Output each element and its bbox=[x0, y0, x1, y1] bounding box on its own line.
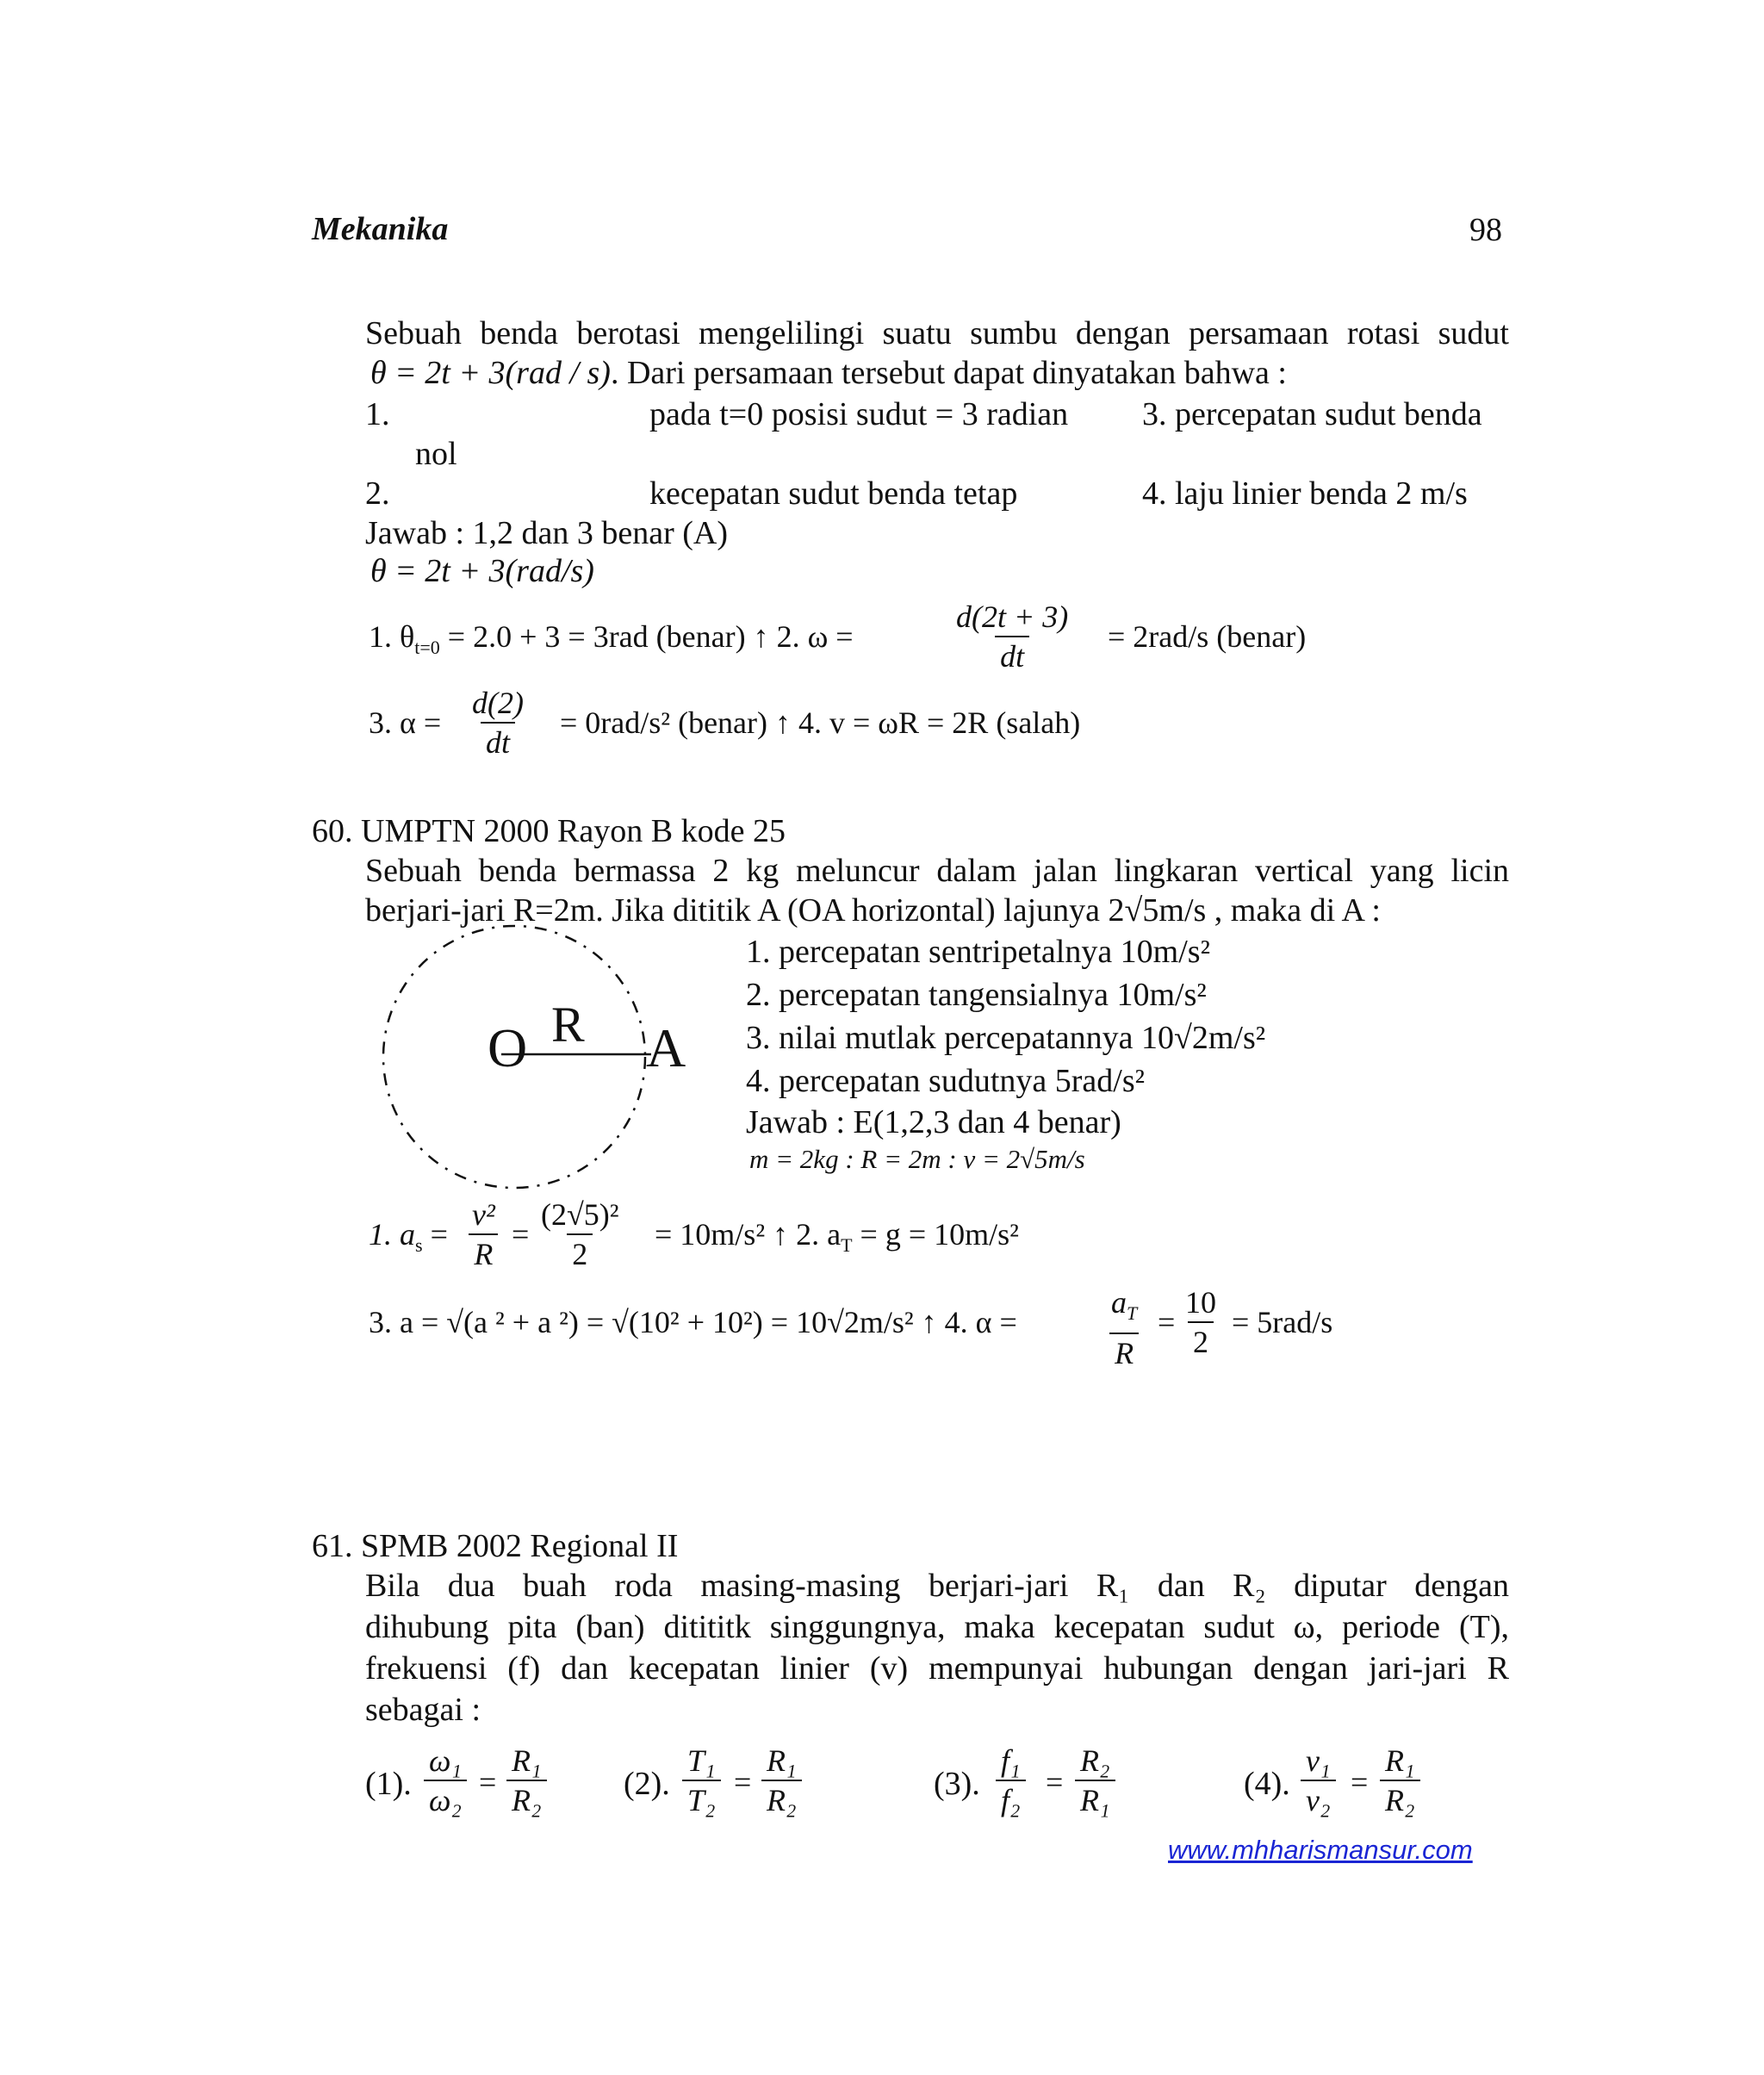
p61-option-3-label: (3). bbox=[934, 1766, 980, 1802]
p60-s1-f2-num: (2√5)² bbox=[541, 1197, 619, 1232]
p61-line3: frekuensi (f) dan kecepatan linier (v) mempunyai hubungan dengan jari-jari R bbox=[365, 1650, 1509, 1687]
p60-answer: Jawab : E(1,2,3 dan 4 benar) bbox=[746, 1104, 1121, 1140]
p60-s3-f1-sub: T bbox=[1127, 1302, 1138, 1325]
p61-o4-rden: R₂ bbox=[1380, 1780, 1420, 1819]
p61-o4-lnum: v₁ bbox=[1306, 1743, 1331, 1778]
p61-option-4-rhs bbox=[1380, 1742, 1420, 1819]
p61-o1-lnum: ω₁ bbox=[429, 1743, 462, 1778]
p60-s1-lead bbox=[369, 1216, 448, 1257]
p61-o3-rnum: R₂ bbox=[1080, 1743, 1110, 1778]
footer-website-link[interactable]: www.mhharismansur.com bbox=[1168, 1835, 1473, 1865]
p60-s1-rest-sub: T bbox=[841, 1234, 853, 1257]
p61-line4: sebagai : bbox=[365, 1692, 481, 1728]
p61-option-1-eq: = bbox=[479, 1765, 497, 1799]
p61-o2-rden: R₂ bbox=[761, 1780, 802, 1819]
p61-o3-rden: R₁ bbox=[1075, 1780, 1115, 1819]
p60-s1-a: 1. a bbox=[369, 1217, 415, 1252]
p59-s2-num: d(2t + 3) bbox=[956, 600, 1069, 634]
p61-option-2-lhs bbox=[682, 1742, 721, 1819]
p60-s1-eq2: = bbox=[512, 1217, 530, 1252]
p60-s3-f2-den: 2 bbox=[1188, 1321, 1214, 1361]
p59-opt1-num: 1. bbox=[365, 396, 390, 432]
p59-s2-rest: = 2rad/s (benar) bbox=[1108, 619, 1307, 654]
p60-s1-f1-den: R bbox=[469, 1233, 498, 1273]
p59-s3-num: d(2) bbox=[472, 686, 524, 720]
p61-o4-rnum: R₁ bbox=[1385, 1743, 1415, 1778]
p60-s1-sub: s bbox=[415, 1234, 423, 1257]
p60-s1-f1-num: v² bbox=[472, 1197, 495, 1232]
p60-s3-frac1 bbox=[1106, 1283, 1142, 1372]
p61-o2-rnum: R₁ bbox=[767, 1743, 797, 1778]
p59-opt1-text: pada t=0 posisi sudut = 3 radian bbox=[649, 396, 1069, 432]
p61-o2-lden: T₂ bbox=[682, 1780, 721, 1819]
p59-opt4-text: 4. laju linier benda 2 m/s bbox=[1142, 475, 1468, 512]
p61-option-1-rhs bbox=[506, 1742, 547, 1819]
p61-o2-lnum: T₁ bbox=[687, 1743, 716, 1778]
p59-opt2-text: kecepatan sudut benda tetap bbox=[649, 475, 1018, 512]
p61-heading: 61. SPMB 2002 Regional II bbox=[312, 1528, 679, 1564]
p61-line2: dihubung pita (ban) ditititk singgungnya, maka kecepatan sudut ω, periode (T), bbox=[365, 1609, 1509, 1645]
p59-s3-lead: 3. α = bbox=[369, 705, 442, 740]
p59-s3-den: dt bbox=[481, 722, 515, 761]
p60-item-1: 1. percepatan sentripetalnya 10m/s² bbox=[746, 934, 1210, 970]
p59-s3-fraction bbox=[467, 684, 529, 761]
p61-option-4-eq: = bbox=[1351, 1765, 1369, 1799]
p60-s3-f1-a: a bbox=[1111, 1285, 1127, 1320]
p61-option-2-rhs bbox=[761, 1742, 802, 1819]
diagram-center-O: O bbox=[488, 1017, 528, 1078]
p60-s3-f1-den: R bbox=[1109, 1333, 1139, 1372]
p60-s1-rest-b: = g = 10m/s² bbox=[852, 1217, 1019, 1252]
p60-s3-frac2 bbox=[1180, 1283, 1221, 1361]
p60-s1-frac2 bbox=[536, 1196, 624, 1273]
p60-text-line2: berjari-jari R=2m. Jika dititik A (OA horizontal) lajunya 2√5m/s , maka di A : bbox=[365, 892, 1381, 929]
p61-option-3-lhs bbox=[996, 1742, 1026, 1819]
p59-s1-sub: t=0 bbox=[414, 637, 440, 659]
p59-intro-line1: Sebuah benda berotasi mengelilingi suatu sumbu dengan persamaan rotasi sudut bbox=[365, 315, 1509, 351]
p61-o1-rnum: R₁ bbox=[512, 1743, 542, 1778]
p61-option-4-label: (4). bbox=[1244, 1766, 1290, 1802]
p59-s1-lead: 1. θ bbox=[369, 619, 415, 654]
p60-item-2: 2. percepatan tangensialnya 10m/s² bbox=[746, 977, 1207, 1013]
p60-s1-f2-den: 2 bbox=[567, 1233, 593, 1273]
p61-option-1-lhs bbox=[424, 1742, 467, 1819]
p59-opt3-text: 3. percepatan sudut benda bbox=[1142, 396, 1482, 432]
p61-option-1-label: (1). bbox=[365, 1766, 412, 1802]
p60-given: m = 2kg : R = 2m : v = 2√5m/s bbox=[749, 1144, 1085, 1174]
p60-s3-f1-num bbox=[1106, 1283, 1142, 1333]
p59-opt2-num: 2. bbox=[365, 475, 390, 512]
p59-s3-rest: = 0rad/s² (benar) ↑ 4. v = ωR = 2R (salah) bbox=[560, 705, 1081, 740]
p59-opt3-cont: nol bbox=[415, 436, 457, 472]
p59-s1-rest: = 2.0 + 3 = 3rad (benar) ↑ 2. ω = bbox=[447, 619, 854, 654]
p61-o3-lden: f₂ bbox=[996, 1780, 1026, 1819]
p59-answer: Jawab : 1,2 dan 3 benar (A) bbox=[365, 515, 729, 551]
p60-text-line1: Sebuah benda bermassa 2 kg meluncur dalam jalan lingkaran vertical yang licin bbox=[365, 853, 1509, 889]
p59-s2-fraction bbox=[951, 598, 1073, 675]
p61-option-4-lhs bbox=[1301, 1742, 1336, 1819]
p59-s2-den: dt bbox=[995, 636, 1029, 675]
p61-o1-lden: ω₂ bbox=[424, 1780, 467, 1819]
diagram-radius-R: R bbox=[551, 997, 585, 1053]
diagram-point-A: A bbox=[646, 1017, 686, 1078]
p60-s1-frac1 bbox=[467, 1196, 500, 1273]
p61-line1: Bila dua buah roda masing-masing berjari-jari R₁ dan R₂ diputar dengan bbox=[365, 1568, 1509, 1604]
p60-s1-rest-a: = 10m/s² ↑ 2. a bbox=[655, 1217, 842, 1252]
p61-option-2-eq: = bbox=[734, 1765, 752, 1799]
p61-o3-lnum: f₁ bbox=[1001, 1743, 1021, 1778]
running-header-title: Mekanika bbox=[312, 211, 449, 247]
page-number: 98 bbox=[1469, 212, 1502, 248]
p61-option-3-eq: = bbox=[1046, 1765, 1064, 1799]
p60-s1-rest bbox=[655, 1216, 1019, 1257]
p60-heading: 60. UMPTN 2000 Rayon B kode 25 bbox=[312, 813, 786, 849]
p60-item-4: 4. percepatan sudutnya 5rad/s² bbox=[746, 1063, 1146, 1099]
p60-s3-eq: = bbox=[1158, 1305, 1176, 1339]
p59-intro-line2 bbox=[370, 353, 1287, 393]
p59-intro-equation: θ = 2t + 3(rad / s) bbox=[370, 355, 611, 391]
p60-s1-eq: = bbox=[430, 1217, 448, 1252]
p61-option-3-rhs bbox=[1075, 1742, 1115, 1819]
p61-o1-rden: R₂ bbox=[506, 1780, 547, 1819]
p59-eq-theta: θ = 2t + 3(rad/s) bbox=[370, 553, 594, 589]
p59-solution-1 bbox=[369, 618, 854, 659]
p59-intro-rest: . Dari persamaan tersebut dapat dinyatakan bahwa : bbox=[610, 355, 1287, 391]
p60-s3-rest: = 5rad/s bbox=[1232, 1305, 1333, 1339]
p60-item-3: 3. nilai mutlak percepatannya 10√2m/s² bbox=[746, 1020, 1266, 1056]
p61-option-2-label: (2). bbox=[624, 1766, 670, 1802]
p60-s3-text: 3. a = √(a ² + a ²) = √(10² + 10²) = 10√2m/s² ↑ 4. α = bbox=[369, 1305, 1017, 1339]
p60-s3-f2-num: 10 bbox=[1185, 1285, 1216, 1320]
p61-o4-lden: v₂ bbox=[1301, 1780, 1336, 1819]
